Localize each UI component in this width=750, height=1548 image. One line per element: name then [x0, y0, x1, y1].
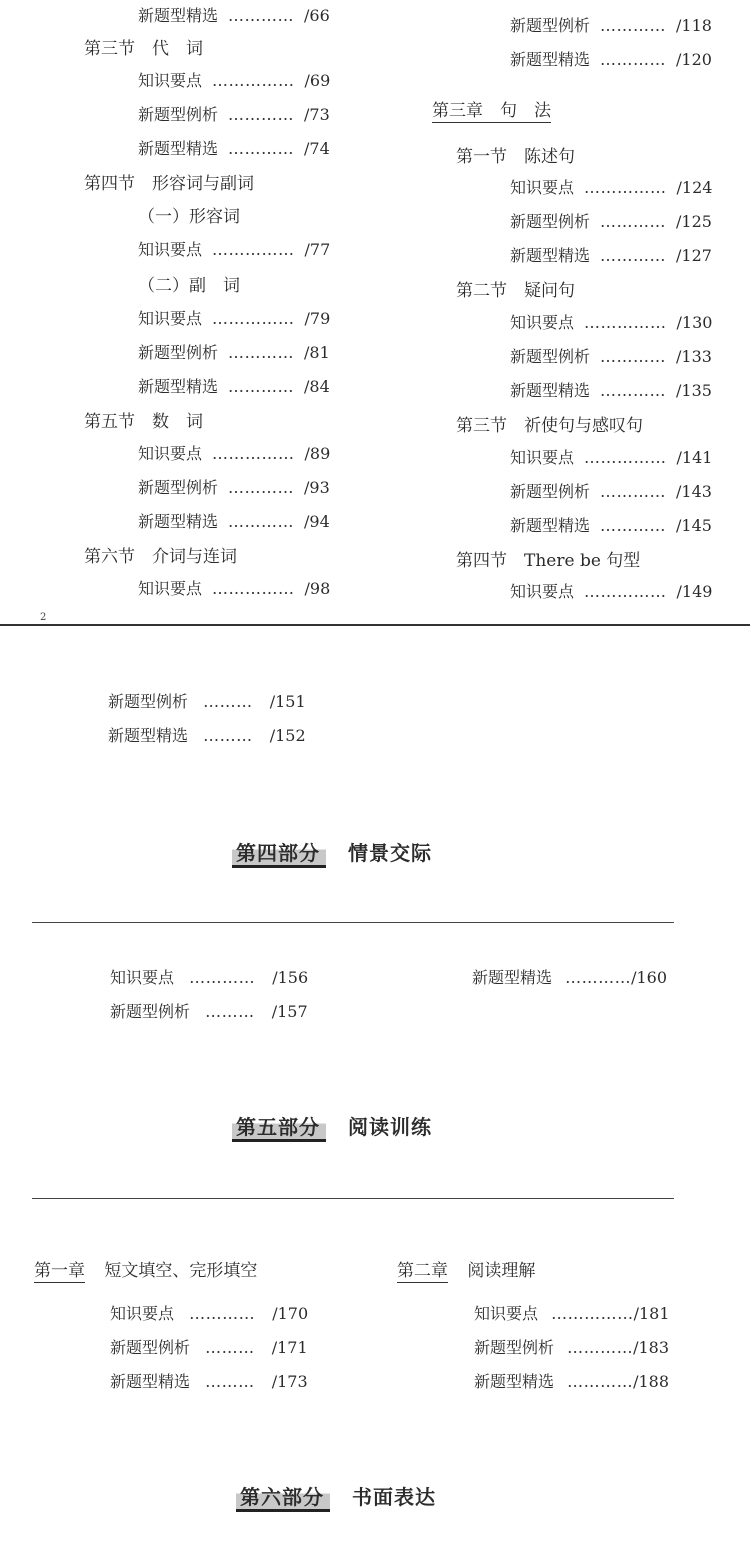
leader-dots: ………… [600, 347, 667, 366]
toc-entry[interactable] [510, 482, 712, 502]
toc-entry-page: /120 [676, 50, 712, 69]
toc-entry-label: 新题型例析 [138, 343, 219, 362]
subsection-heading[interactable] [138, 275, 240, 297]
leader-dots: …………… [584, 582, 667, 601]
toc-entry-label: 知识要点 [110, 1304, 175, 1323]
toc-entry[interactable] [510, 16, 712, 36]
toc-entry[interactable] [510, 582, 712, 602]
toc-entry[interactable] [510, 347, 712, 367]
leader-dots: ………… [600, 516, 667, 535]
toc-entry[interactable] [138, 579, 330, 599]
section-title: 第二节 疑问句 [456, 281, 575, 301]
section-heading[interactable] [84, 38, 203, 60]
leader-dots: …………… [212, 579, 295, 598]
leader-dots: ……… [203, 726, 253, 745]
leader-dots: …………… [551, 1304, 634, 1323]
toc-entry[interactable] [510, 381, 712, 401]
toc-entry-label: 新题型精选 [510, 246, 591, 265]
toc-entry-label: 知识要点 [138, 71, 203, 90]
toc-entry-page: /77 [304, 240, 331, 259]
toc-entry-label: 新题型精选 [510, 50, 591, 69]
toc-entry-page: /81 [304, 343, 330, 362]
toc-entry-page: /181 [633, 1304, 670, 1323]
leader-dots: …………… [212, 71, 295, 90]
toc-entry[interactable] [138, 105, 330, 125]
leader-dots: ………… [600, 50, 667, 69]
toc-entry-page: /143 [676, 482, 712, 501]
toc-entry-label: 新题型例析 [510, 212, 591, 231]
section-title: 第一节 陈述句 [456, 147, 575, 167]
page-number-fragment: 2 [40, 612, 47, 623]
subsection-heading[interactable] [138, 206, 240, 228]
toc-entry[interactable] [138, 343, 330, 363]
leader-dots: ………… [228, 105, 295, 124]
toc-entry[interactable] [110, 1338, 308, 1358]
toc-entry-page: /188 [633, 1372, 670, 1391]
toc-entry-label: 新题型例析 [474, 1338, 555, 1357]
toc-entry-label: 知识要点 [510, 313, 575, 332]
toc-entry[interactable] [138, 478, 330, 498]
section-title: 第四节 There be 句型 [456, 551, 641, 571]
part-heading-label: 第五部分 [232, 1115, 326, 1142]
leader-dots: ………… [228, 343, 295, 362]
leader-dots: ……… [205, 1002, 255, 1021]
toc-entry-label: 知识要点 [510, 178, 575, 197]
toc-entry[interactable] [510, 178, 712, 198]
toc-entry-page: /125 [676, 212, 712, 231]
toc-entry[interactable] [108, 692, 306, 712]
toc-entry-label: 新题型例析 [108, 692, 189, 711]
toc-entry[interactable] [510, 516, 712, 536]
toc-entry[interactable] [138, 512, 330, 532]
section-heading[interactable] [84, 546, 237, 568]
part-heading-6 [236, 1484, 436, 1510]
toc-entry-page: /79 [304, 309, 331, 328]
toc-entry-label: 新题型精选 [138, 512, 219, 531]
leader-dots: ………… [600, 16, 667, 35]
chapter-label: 第二章 [397, 1261, 448, 1281]
toc-entry[interactable] [138, 139, 330, 159]
toc-entry-label: 新题型例析 [138, 105, 219, 124]
toc-entry-label: 知识要点 [138, 444, 203, 463]
chapter-title: 短文填空、完形填空 [104, 1261, 258, 1281]
leader-dots: ………… [565, 968, 632, 987]
leader-dots: …………… [212, 309, 295, 328]
toc-entry-page: /74 [304, 139, 330, 158]
toc-entry-page: /84 [304, 377, 330, 396]
leader-dots: ………… [228, 139, 295, 158]
toc-entry-page: /127 [676, 246, 712, 265]
chapter-heading-2[interactable] [397, 1260, 535, 1282]
section-heading[interactable] [456, 415, 643, 437]
subsection-title: （二）副 词 [138, 276, 240, 296]
toc-entry-label: 新题型精选 [472, 968, 553, 987]
divider-rule [32, 1198, 674, 1199]
chapter-heading-1[interactable] [34, 1260, 257, 1282]
toc-entry-page: /133 [676, 347, 712, 366]
toc-entry[interactable] [138, 240, 330, 260]
toc-entry[interactable] [510, 50, 712, 70]
toc-entry-page: /98 [304, 579, 331, 598]
toc-entry-page: /93 [304, 478, 330, 497]
toc-entry-page: /157 [271, 1002, 308, 1021]
toc-entry-page: /149 [676, 582, 713, 601]
toc-entry-page: /173 [271, 1372, 308, 1391]
section-heading[interactable] [456, 146, 575, 168]
toc-entry[interactable] [108, 726, 306, 746]
toc-entry[interactable] [110, 968, 308, 988]
part-heading-label: 第四部分 [232, 841, 326, 868]
leader-dots: ………… [228, 377, 295, 396]
toc-entry[interactable] [510, 313, 712, 333]
toc-entry-page: /94 [304, 512, 330, 531]
toc-entry[interactable] [474, 1372, 669, 1392]
toc-entry-label: 知识要点 [138, 309, 203, 328]
toc-entry[interactable] [472, 968, 667, 988]
toc-entry[interactable] [474, 1304, 670, 1324]
toc-entry-label: 知识要点 [510, 582, 575, 601]
toc-entry-label: 新题型例析 [138, 478, 219, 497]
toc-entry[interactable] [110, 1304, 308, 1324]
section-heading[interactable] [84, 411, 203, 433]
toc-entry-page: /118 [676, 16, 712, 35]
part-heading-label: 第六部分 [236, 1485, 330, 1512]
leader-dots: …………… [584, 448, 667, 467]
toc-entry-page: /151 [269, 692, 306, 711]
chapter-title: 第三章 句 法 [432, 101, 551, 121]
toc-entry[interactable] [510, 246, 712, 266]
toc-entry-label: 新题型精选 [138, 139, 219, 158]
toc-entry-label: 新题型精选 [138, 6, 219, 25]
section-title: 第五节 数 词 [84, 412, 203, 432]
part-heading-title: 阅读训练 [348, 1115, 432, 1139]
toc-entry[interactable] [474, 1338, 669, 1358]
chapter-label: 第一章 [34, 1261, 85, 1281]
toc-entry[interactable] [510, 212, 712, 232]
toc-entry-page: /183 [633, 1338, 670, 1357]
toc-entry-label: 新题型例析 [510, 482, 591, 501]
section-heading[interactable] [84, 173, 254, 195]
section-title: 第六节 介词与连词 [84, 547, 237, 567]
chapter-heading[interactable] [432, 100, 551, 122]
leader-dots: ……… [203, 692, 253, 711]
toc-entry[interactable] [110, 1002, 308, 1022]
section-title: 第四节 形容词与副词 [84, 174, 254, 194]
toc-entry-label: 新题型精选 [510, 516, 591, 535]
toc-entry-label: 新题型精选 [108, 726, 189, 745]
toc-entry[interactable] [138, 71, 330, 91]
toc-entry-page: /73 [304, 105, 330, 124]
toc-entry-page: /69 [304, 71, 331, 90]
toc-entry-page: /160 [631, 968, 668, 987]
toc-entry-page: /171 [271, 1338, 308, 1357]
leader-dots: ………… [228, 512, 295, 531]
toc-entry-label: 新题型例析 [110, 1338, 191, 1357]
part-heading-title: 书面表达 [352, 1485, 436, 1509]
leader-dots: ………… [228, 478, 295, 497]
part-heading-4 [232, 840, 432, 866]
leader-dots: ………… [600, 482, 667, 501]
toc-entry-page: /66 [304, 6, 330, 25]
leader-dots: ………… [600, 246, 667, 265]
toc-entry-page: /170 [272, 1304, 309, 1323]
toc-entry-label: 新题型例析 [510, 347, 591, 366]
leader-dots: ………… [189, 1304, 256, 1323]
toc-entry[interactable] [138, 309, 330, 329]
leader-dots: …………… [212, 240, 295, 259]
part-heading-5 [232, 1114, 432, 1140]
leader-dots: ………… [228, 6, 295, 25]
toc-entry-label: 知识要点 [510, 448, 575, 467]
leader-dots: …………… [212, 444, 295, 463]
toc-entry-label: 新题型精选 [474, 1372, 555, 1391]
toc-entry[interactable] [138, 6, 330, 26]
leader-dots: ………… [567, 1372, 634, 1391]
toc-entry[interactable] [110, 1372, 308, 1392]
toc-entry-page: /124 [676, 178, 713, 197]
toc-entry-label: 知识要点 [138, 579, 203, 598]
leader-dots: …………… [584, 313, 667, 332]
toc-entry-page: /89 [304, 444, 331, 463]
leader-dots: ……… [205, 1338, 255, 1357]
section-title: 第三节 祈使句与感叹句 [456, 416, 643, 436]
section-heading[interactable] [456, 280, 575, 302]
leader-dots: ……… [205, 1372, 255, 1391]
toc-entry[interactable] [138, 377, 330, 397]
toc-entry-page: /152 [269, 726, 306, 745]
section-title: 第三节 代 词 [84, 39, 203, 59]
toc-entry-label: 新题型精选 [110, 1372, 191, 1391]
toc-entry-label: 知识要点 [474, 1304, 539, 1323]
toc-entry[interactable] [138, 444, 330, 464]
toc-page-lower [0, 624, 750, 1548]
leader-dots: ………… [600, 381, 667, 400]
leader-dots: ………… [567, 1338, 634, 1357]
toc-entry-label: 新题型精选 [138, 377, 219, 396]
divider-rule [32, 922, 674, 923]
leader-dots: …………… [584, 178, 667, 197]
toc-entry-page: /135 [676, 381, 712, 400]
toc-entry-label: 新题型例析 [510, 16, 591, 35]
section-heading[interactable] [456, 550, 640, 572]
toc-entry-page: /141 [676, 448, 713, 467]
part-heading-title: 情景交际 [348, 841, 432, 865]
toc-page-upper [0, 0, 750, 624]
toc-entry-label: 知识要点 [138, 240, 203, 259]
leader-dots: ………… [600, 212, 667, 231]
toc-entry-page: /145 [676, 516, 712, 535]
toc-entry-label: 知识要点 [110, 968, 175, 987]
toc-entry-label: 新题型例析 [110, 1002, 191, 1021]
toc-entry[interactable] [510, 448, 712, 468]
subsection-title: （一）形容词 [138, 207, 240, 227]
chapter-title: 阅读理解 [467, 1261, 536, 1281]
leader-dots: ………… [189, 968, 256, 987]
toc-entry-page: /156 [272, 968, 309, 987]
toc-entry-page: /130 [676, 313, 713, 332]
toc-entry-label: 新题型精选 [510, 381, 591, 400]
